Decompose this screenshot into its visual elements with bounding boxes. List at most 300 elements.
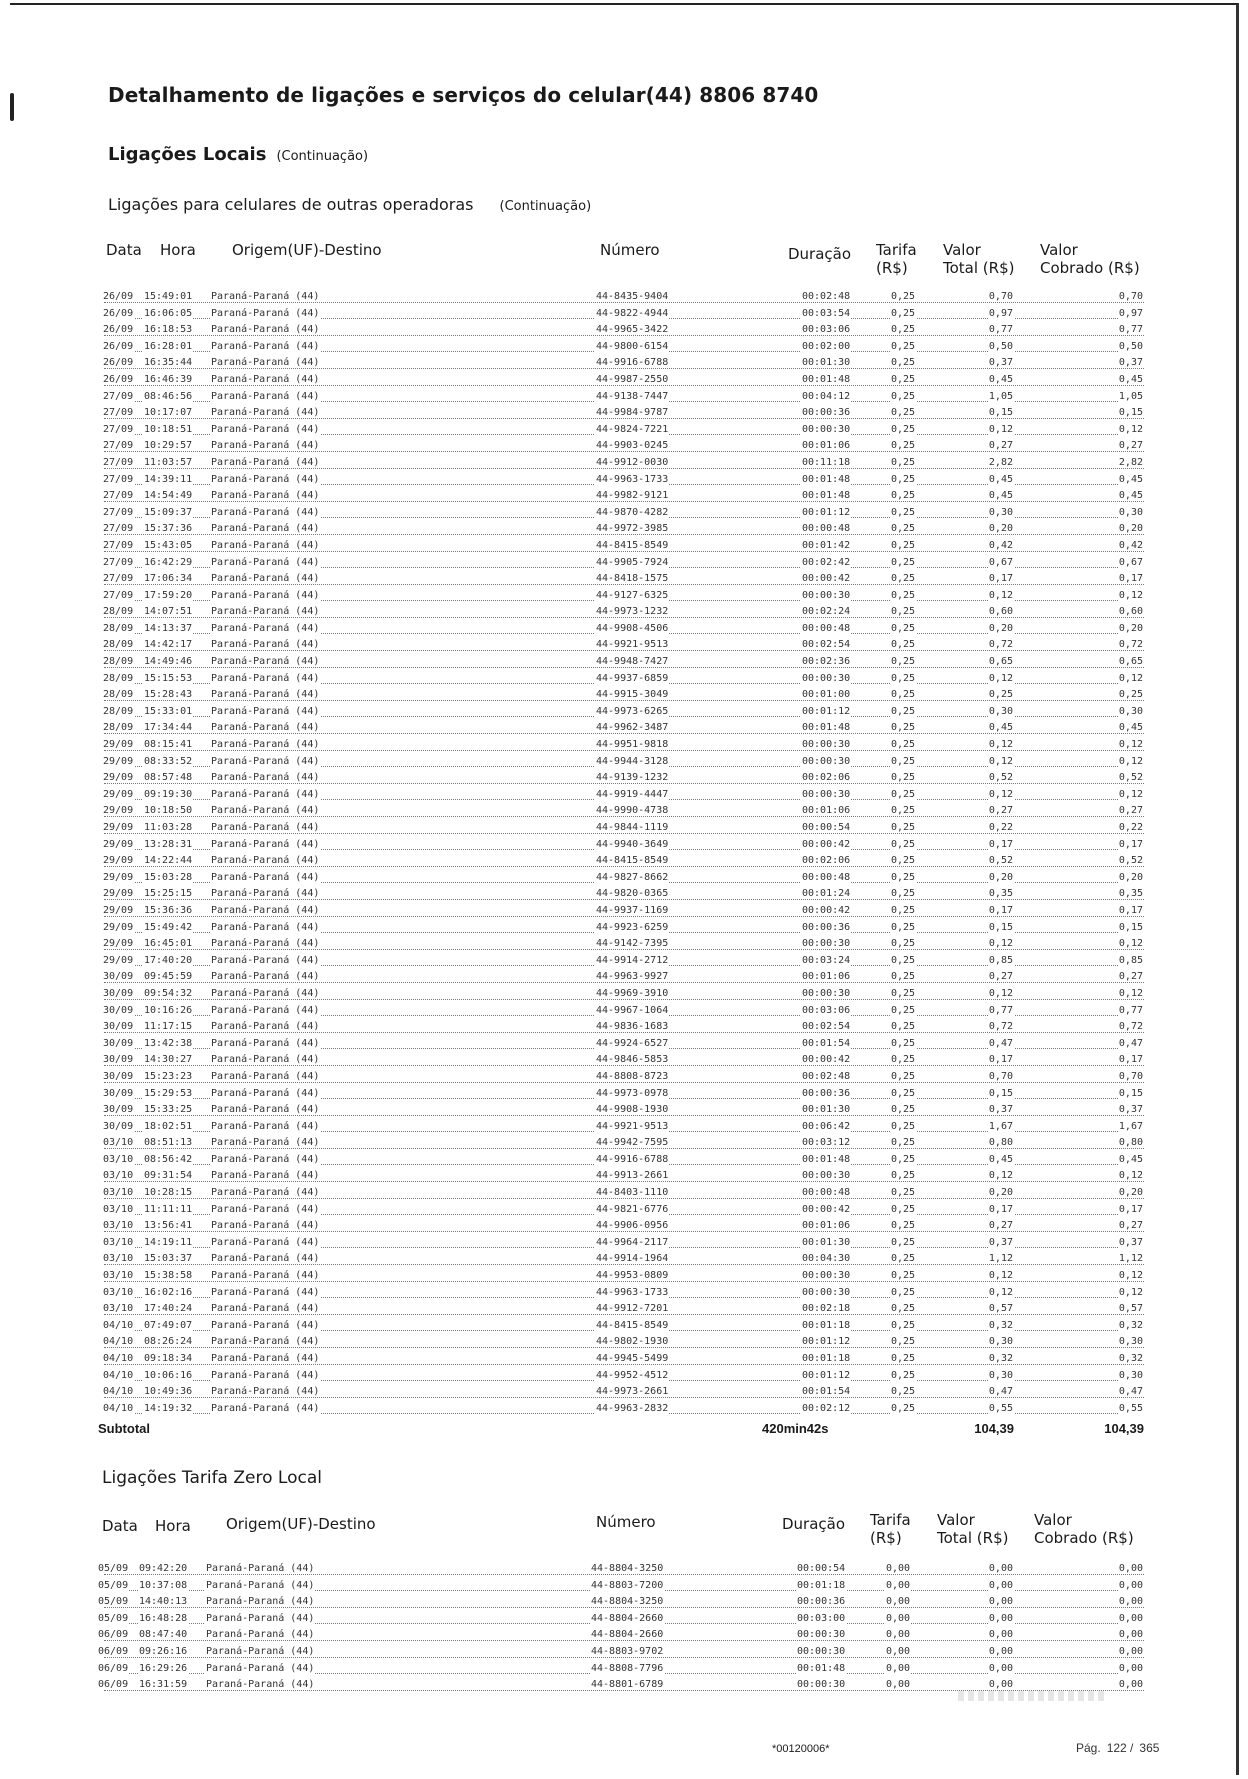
cell-duracao: 00:00:30 — [802, 938, 851, 950]
cell-tarifa: 0,25 — [891, 573, 916, 585]
cell-hora: 11:11:11 — [144, 1203, 193, 1215]
cell-duracao: 00:01:48 — [802, 473, 851, 485]
table-row — [10, 687, 1236, 704]
cell-origem-destino: Paraná-Paraná (44) — [211, 639, 320, 651]
cell-origem-destino: Paraná-Paraná (44) — [211, 324, 320, 336]
cell-origem-destino: Paraná-Paraná (44) — [211, 822, 320, 833]
cell-hora: 16:42:29 — [144, 556, 193, 568]
table-row — [10, 1401, 1236, 1418]
cell-numero: 44-9870-4282 — [596, 506, 669, 518]
table-row — [10, 1318, 1236, 1335]
document-title: Detalhamento de ligações e serviços do celular(44) 8806 8740 — [108, 83, 819, 107]
cell-hora: 15:33:01 — [144, 705, 193, 717]
cell-data: 30/09 — [103, 1104, 134, 1116]
cell-valor-cobrado: 1,05 — [1118, 390, 1143, 402]
cell-valor-total: 2,82 — [988, 456, 1013, 468]
cell-valor-cobrado: 0,52 — [1118, 772, 1143, 784]
col-valor-cobrado-line2: Cobrado (R$) — [1040, 259, 1140, 277]
cell-hora: 11:03:57 — [144, 456, 193, 468]
cell-valor-cobrado: 0,45 — [1118, 373, 1143, 385]
cell-duracao: 00:01:48 — [802, 722, 851, 734]
cell-numero: 44-9982-9121 — [596, 490, 669, 502]
cell-valor-cobrado: 0,15 — [1118, 921, 1143, 933]
cell-duracao: 00:01:06 — [802, 971, 851, 983]
cell-tarifa: 0,00 — [886, 1645, 911, 1657]
cell-origem-destino: Paraná-Paraná (44) — [211, 1353, 320, 1364]
cell-hora: 10:49:36 — [144, 1386, 193, 1398]
cell-valor-total: 0,15 — [988, 1087, 1013, 1099]
cell-numero: 44-8808-8723 — [596, 1070, 669, 1082]
cell-origem-destino: Paraná-Paraná (44) — [211, 573, 320, 585]
cell-origem-destino: Paraná-Paraná (44) — [206, 1563, 315, 1574]
table-row — [10, 372, 1236, 389]
cell-hora: 08:56:42 — [144, 1153, 193, 1165]
cell-numero: 44-9952-4512 — [596, 1369, 669, 1381]
cell-valor-total: 0,00 — [988, 1645, 1013, 1657]
cell-duracao: 00:04:30 — [802, 1253, 851, 1265]
cell-origem-destino: Paraná-Paraná (44) — [211, 1170, 320, 1182]
cell-origem-destino: Paraná-Paraná (44) — [211, 1187, 320, 1199]
table-row — [10, 289, 1236, 306]
cell-hora: 14:19:11 — [144, 1236, 193, 1248]
cell-hora: 10:16:26 — [144, 1004, 193, 1016]
cell-valor-total: 0,37 — [988, 1104, 1013, 1116]
cell-hora: 13:42:38 — [144, 1037, 193, 1049]
cell-origem-destino: Paraná-Paraná (44) — [211, 1203, 320, 1215]
cell-numero: 44-9802-1930 — [596, 1336, 669, 1348]
cell-valor-total: 0,70 — [988, 1070, 1013, 1082]
cell-origem-destino: Paraná-Paraná (44) — [211, 1303, 320, 1315]
table-row — [10, 770, 1236, 787]
cell-numero: 44-9948-7427 — [596, 656, 669, 668]
cell-valor-total: 1,05 — [988, 390, 1013, 402]
table-row — [10, 422, 1236, 439]
cell-data: 03/10 — [103, 1203, 134, 1215]
cell-hora: 15:49:01 — [144, 291, 193, 302]
cell-duracao: 00:03:00 — [797, 1612, 846, 1624]
cell-origem-destino: Paraná-Paraná (44) — [211, 307, 320, 319]
cell-duracao: 00:01:48 — [802, 373, 851, 385]
cell-hora: 14:19:32 — [144, 1402, 193, 1414]
col-numero: Número — [600, 241, 660, 259]
cell-valor-cobrado: 0,65 — [1118, 656, 1143, 668]
cell-numero: 44-9924-6527 — [596, 1037, 669, 1049]
page-number — [1070, 1741, 1159, 1755]
table-row — [10, 339, 1236, 356]
cell-hora: 09:18:34 — [144, 1353, 193, 1364]
cell-hora: 11:03:28 — [144, 822, 193, 833]
cell-origem-destino: Paraná-Paraná (44) — [211, 390, 320, 402]
cell-duracao: 00:00:30 — [802, 788, 851, 800]
cell-duracao: 00:00:36 — [802, 407, 851, 419]
cell-data: 28/09 — [103, 722, 134, 734]
cell-data: 03/10 — [103, 1220, 134, 1232]
cell-numero: 44-9951-9818 — [596, 739, 669, 751]
cell-origem-destino: Paraná-Paraná (44) — [211, 987, 320, 999]
cell-duracao: 00:01:48 — [802, 490, 851, 502]
cell-valor-cobrado: 0,67 — [1118, 556, 1143, 568]
cell-hora: 14:07:51 — [144, 606, 193, 618]
cell-valor-total: 0,12 — [988, 589, 1013, 601]
cell-hora: 09:26:16 — [139, 1645, 188, 1657]
table-row — [10, 1052, 1236, 1069]
cell-data: 30/09 — [103, 1037, 134, 1049]
cell-data: 30/09 — [103, 971, 134, 983]
cell-valor-cobrado: 0,12 — [1118, 739, 1143, 751]
cell-valor-cobrado: 0,27 — [1118, 440, 1143, 452]
cell-numero: 44-9127-6325 — [596, 589, 669, 601]
subheading-note: (Continuação) — [499, 199, 592, 214]
cell-hora: 08:46:56 — [144, 390, 193, 402]
bill-page — [10, 3, 1239, 1775]
cell-numero: 44-9905-7924 — [596, 556, 669, 568]
cell-valor-total: 0,00 — [988, 1563, 1013, 1574]
cell-valor-cobrado: 0,17 — [1118, 1054, 1143, 1066]
table-row — [10, 704, 1236, 721]
cell-valor-total: 0,60 — [988, 606, 1013, 618]
cell-tarifa: 0,00 — [886, 1563, 911, 1574]
col-valor-cobrado-line2: Cobrado (R$) — [1034, 1529, 1134, 1547]
cell-data: 30/09 — [103, 1054, 134, 1066]
cell-tarifa: 0,25 — [891, 1236, 916, 1248]
cell-valor-cobrado: 0,00 — [1118, 1629, 1143, 1641]
cell-valor-total: 0,77 — [988, 324, 1013, 336]
col-tarifa-line1: Tarifa — [876, 241, 917, 259]
cell-numero: 44-9945-5499 — [596, 1353, 669, 1364]
cell-data: 27/09 — [103, 573, 134, 585]
cell-hora: 15:15:53 — [144, 672, 193, 684]
cell-origem-destino: Paraná-Paraná (44) — [211, 1070, 320, 1082]
table-row — [10, 1185, 1236, 1202]
cell-duracao: 00:00:42 — [802, 838, 851, 850]
cell-data: 06/09 — [98, 1679, 129, 1691]
subtotal-duracao: 420min42s — [762, 1421, 829, 1437]
cell-origem-destino: Paraná-Paraná (44) — [211, 689, 320, 701]
cell-data: 04/10 — [103, 1353, 134, 1364]
table-row — [10, 1334, 1236, 1351]
col-valor-cobrado-line1: Valor — [1040, 241, 1078, 259]
cell-valor-total: 0,50 — [988, 340, 1013, 352]
cell-origem-destino: Paraná-Paraná (44) — [211, 556, 320, 568]
cell-origem-destino: Paraná-Paraná (44) — [211, 938, 320, 950]
cell-valor-total: 0,17 — [988, 1203, 1013, 1215]
cell-hora: 16:45:01 — [144, 938, 193, 950]
cell-data: 04/10 — [103, 1386, 134, 1398]
cell-valor-total: 0,00 — [988, 1662, 1013, 1674]
cell-valor-cobrado: 0,00 — [1118, 1612, 1143, 1624]
cell-tarifa: 0,25 — [891, 1369, 916, 1381]
table-row — [10, 903, 1236, 920]
cell-hora: 15:43:05 — [144, 539, 193, 551]
cell-tarifa: 0,25 — [891, 805, 916, 817]
page-label: Pág. — [1076, 1741, 1101, 1755]
cell-numero: 44-9800-6154 — [596, 340, 669, 352]
cell-data: 27/09 — [103, 539, 134, 551]
cell-hora: 10:17:07 — [144, 407, 193, 419]
subtotal-valor-total: 104,39 — [974, 1421, 1014, 1437]
cell-valor-cobrado: 0,12 — [1118, 672, 1143, 684]
cell-duracao: 00:00:30 — [797, 1629, 846, 1641]
cell-tarifa: 0,25 — [891, 838, 916, 850]
cell-tarifa: 0,25 — [891, 589, 916, 601]
cell-origem-destino: Paraná-Paraná (44) — [206, 1579, 315, 1591]
cell-numero: 44-8415-8549 — [596, 539, 669, 551]
col-valor-cobrado — [1034, 1511, 1134, 1547]
cell-duracao: 00:02:48 — [802, 291, 851, 302]
cell-tarifa: 0,25 — [891, 971, 916, 983]
cell-data: 29/09 — [103, 954, 134, 966]
cell-valor-total: 0,45 — [988, 473, 1013, 485]
col-valor-total-line1: Valor — [937, 1511, 975, 1529]
cell-valor-cobrado: 0,15 — [1118, 407, 1143, 419]
table-row — [10, 1003, 1236, 1020]
cell-duracao: 00:01:06 — [802, 1220, 851, 1232]
cell-tarifa: 0,25 — [891, 1170, 916, 1182]
cell-valor-total: 0,27 — [988, 971, 1013, 983]
cell-data: 29/09 — [103, 855, 134, 867]
table-row — [10, 1578, 1236, 1595]
cell-origem-destino: Paraná-Paraná (44) — [211, 672, 320, 684]
table-row — [10, 1036, 1236, 1053]
cell-duracao: 00:01:48 — [797, 1662, 846, 1674]
cell-hora: 16:02:16 — [144, 1286, 193, 1298]
cell-duracao: 00:01:30 — [802, 1236, 851, 1248]
col-tarifa-line2: (R$) — [870, 1529, 902, 1547]
cell-valor-total: 0,20 — [988, 523, 1013, 535]
cell-valor-cobrado: 0,20 — [1118, 1187, 1143, 1199]
cell-numero: 44-9139-1232 — [596, 772, 669, 784]
cell-origem-destino: Paraná-Paraná (44) — [206, 1662, 315, 1674]
cell-numero: 44-9987-2550 — [596, 373, 669, 385]
cell-duracao: 00:00:30 — [802, 1270, 851, 1282]
cell-origem-destino: Paraná-Paraná (44) — [211, 772, 320, 784]
cell-duracao: 00:04:12 — [802, 390, 851, 402]
cell-data: 03/10 — [103, 1303, 134, 1315]
cell-duracao: 00:01:18 — [797, 1579, 846, 1591]
table-header — [10, 241, 1236, 289]
cell-data: 29/09 — [103, 822, 134, 833]
col-data: Data — [106, 241, 142, 259]
cell-origem-destino: Paraná-Paraná (44) — [211, 539, 320, 551]
cell-duracao: 00:02:54 — [802, 639, 851, 651]
cell-origem-destino: Paraná-Paraná (44) — [211, 440, 320, 452]
table-row — [10, 953, 1236, 970]
cell-hora: 17:40:24 — [144, 1303, 193, 1315]
cell-valor-total: 0,37 — [988, 1236, 1013, 1248]
cell-origem-destino: Paraná-Paraná (44) — [211, 954, 320, 966]
cell-data: 26/09 — [103, 340, 134, 352]
table-row — [10, 720, 1236, 737]
cell-origem-destino: Paraná-Paraná (44) — [206, 1629, 315, 1641]
cell-valor-total: 0,12 — [988, 788, 1013, 800]
cell-numero: 44-9914-2712 — [596, 954, 669, 966]
cell-hora: 10:29:57 — [144, 440, 193, 452]
cell-data: 27/09 — [103, 440, 134, 452]
cell-duracao: 00:00:30 — [802, 672, 851, 684]
cell-numero: 44-9962-3487 — [596, 722, 669, 734]
cell-valor-total: 1,67 — [988, 1120, 1013, 1132]
cell-valor-cobrado: 1,67 — [1118, 1120, 1143, 1132]
table-row — [10, 936, 1236, 953]
cell-duracao: 00:03:06 — [802, 324, 851, 336]
cell-valor-cobrado: 0,12 — [1118, 423, 1143, 435]
cell-tarifa: 0,25 — [891, 324, 916, 336]
cell-valor-cobrado: 0,25 — [1118, 689, 1143, 701]
table-row — [10, 505, 1236, 522]
cell-valor-cobrado: 0,60 — [1118, 606, 1143, 618]
cell-origem-destino: Paraná-Paraná (44) — [211, 1336, 320, 1348]
cell-tarifa: 0,25 — [891, 1104, 916, 1116]
cell-valor-total: 0,20 — [988, 622, 1013, 634]
cell-valor-cobrado: 0,00 — [1118, 1679, 1143, 1691]
cell-valor-cobrado: 0,52 — [1118, 855, 1143, 867]
cell-numero: 44-9963-1733 — [596, 473, 669, 485]
table-row — [10, 671, 1236, 688]
cell-duracao: 00:00:42 — [802, 573, 851, 585]
cell-valor-cobrado: 0,12 — [1118, 938, 1143, 950]
cell-valor-cobrado: 0,35 — [1118, 888, 1143, 900]
cell-duracao: 00:01:54 — [802, 1386, 851, 1398]
cell-duracao: 00:02:54 — [802, 1021, 851, 1033]
cell-valor-total: 0,85 — [988, 954, 1013, 966]
cell-data: 06/09 — [98, 1629, 129, 1641]
cell-origem-destino: Paraná-Paraná (44) — [211, 971, 320, 983]
table-row — [10, 803, 1236, 820]
cell-tarifa: 0,25 — [891, 490, 916, 502]
cell-duracao: 00:03:24 — [802, 954, 851, 966]
cell-hora: 13:28:31 — [144, 838, 193, 850]
cell-valor-total: 0,30 — [988, 506, 1013, 518]
cell-duracao: 00:01:12 — [802, 506, 851, 518]
col-valor-total — [943, 241, 1014, 277]
cell-data: 06/09 — [98, 1645, 129, 1657]
cell-tarifa: 0,25 — [891, 423, 916, 435]
cell-origem-destino: Paraná-Paraná (44) — [211, 855, 320, 867]
cell-valor-total: 0,35 — [988, 888, 1013, 900]
cell-origem-destino: Paraná-Paraná (44) — [211, 1153, 320, 1165]
cell-data: 28/09 — [103, 705, 134, 717]
cell-duracao: 00:00:36 — [797, 1596, 846, 1608]
cell-data: 29/09 — [103, 888, 134, 900]
cell-valor-total: 0,70 — [988, 291, 1013, 302]
cell-tarifa: 0,25 — [891, 291, 916, 302]
cell-tarifa: 0,25 — [891, 456, 916, 468]
cell-tarifa: 0,25 — [891, 307, 916, 319]
cell-duracao: 00:01:18 — [802, 1319, 851, 1331]
cell-valor-total: 0,37 — [988, 357, 1013, 369]
table-header — [10, 1511, 1236, 1559]
cell-valor-cobrado: 0,15 — [1118, 1087, 1143, 1099]
cell-hora: 14:54:49 — [144, 490, 193, 502]
cell-valor-total: 0,12 — [988, 1286, 1013, 1298]
cell-valor-total: 0,20 — [988, 1187, 1013, 1199]
table-row — [10, 438, 1236, 455]
cell-tarifa: 0,25 — [891, 1353, 916, 1364]
cell-valor-total: 1,12 — [988, 1253, 1013, 1265]
table-row — [10, 1368, 1236, 1385]
cell-data: 26/09 — [103, 291, 134, 302]
cell-numero: 44-9973-6265 — [596, 705, 669, 717]
cell-tarifa: 0,25 — [891, 523, 916, 535]
cell-duracao: 00:00:30 — [802, 987, 851, 999]
cell-duracao: 00:00:48 — [802, 1187, 851, 1199]
cell-data: 05/09 — [98, 1563, 129, 1574]
cell-hora: 09:45:59 — [144, 971, 193, 983]
cell-data: 27/09 — [103, 390, 134, 402]
cell-numero: 44-9822-4944 — [596, 307, 669, 319]
table-row — [10, 886, 1236, 903]
cell-duracao: 00:02:24 — [802, 606, 851, 618]
cell-origem-destino: Paraná-Paraná (44) — [211, 407, 320, 419]
cell-tarifa: 0,25 — [891, 556, 916, 568]
cell-hora: 15:38:58 — [144, 1270, 193, 1282]
cell-valor-total: 0,00 — [988, 1612, 1013, 1624]
table-row — [10, 920, 1236, 937]
cell-valor-cobrado: 0,50 — [1118, 340, 1143, 352]
cell-hora: 08:33:52 — [144, 755, 193, 767]
cell-numero: 44-8804-3250 — [591, 1563, 664, 1574]
cell-hora: 15:28:43 — [144, 689, 193, 701]
cell-numero: 44-8435-9404 — [596, 291, 669, 302]
cell-valor-cobrado: 2,82 — [1118, 456, 1143, 468]
cell-valor-total: 0,42 — [988, 539, 1013, 551]
cell-tarifa: 0,25 — [891, 357, 916, 369]
cell-origem-destino: Paraná-Paraná (44) — [211, 589, 320, 601]
cell-valor-cobrado: 0,20 — [1118, 622, 1143, 634]
cell-origem-destino: Paraná-Paraná (44) — [211, 722, 320, 734]
cell-origem-destino: Paraná-Paraná (44) — [211, 1087, 320, 1099]
cell-valor-total: 0,00 — [988, 1629, 1013, 1641]
cell-valor-cobrado: 0,22 — [1118, 822, 1143, 833]
cell-valor-total: 0,32 — [988, 1319, 1013, 1331]
cell-hora: 14:39:11 — [144, 473, 193, 485]
cell-tarifa: 0,25 — [891, 772, 916, 784]
cell-tarifa: 0,25 — [891, 1037, 916, 1049]
col-tarifa-line2: (R$) — [876, 259, 908, 277]
cell-data: 28/09 — [103, 656, 134, 668]
cell-numero: 44-9916-6788 — [596, 357, 669, 369]
cell-duracao: 00:03:06 — [802, 1004, 851, 1016]
cell-numero: 44-8415-8549 — [596, 1319, 669, 1331]
cell-tarifa: 0,25 — [891, 656, 916, 668]
cell-valor-cobrado: 0,45 — [1118, 1153, 1143, 1165]
cell-origem-destino: Paraná-Paraná (44) — [211, 1236, 320, 1248]
table-row — [10, 870, 1236, 887]
cell-hora: 16:18:53 — [144, 324, 193, 336]
cell-numero: 44-9973-2661 — [596, 1386, 669, 1398]
table-row — [10, 1168, 1236, 1185]
cell-origem-destino: Paraná-Paraná (44) — [211, 871, 320, 883]
cell-hora: 13:56:41 — [144, 1220, 193, 1232]
table-row — [10, 455, 1236, 472]
cell-numero: 44-8804-2660 — [591, 1612, 664, 1624]
cell-hora: 08:57:48 — [144, 772, 193, 784]
cell-numero: 44-9921-9513 — [596, 1120, 669, 1132]
cell-tarifa: 0,25 — [891, 954, 916, 966]
cell-duracao: 00:00:30 — [802, 1286, 851, 1298]
page-current: 122 / — [1106, 1741, 1134, 1755]
col-hora: Hora — [160, 241, 196, 259]
table-row — [10, 1069, 1236, 1086]
table-row — [10, 389, 1236, 406]
cell-data: 29/09 — [103, 788, 134, 800]
table-row — [10, 654, 1236, 671]
cell-tarifa: 0,25 — [891, 904, 916, 916]
cell-origem-destino: Paraná-Paraná (44) — [211, 1004, 320, 1016]
cell-numero: 44-9919-4447 — [596, 788, 669, 800]
cell-data: 29/09 — [103, 739, 134, 751]
cell-data: 27/09 — [103, 589, 134, 601]
